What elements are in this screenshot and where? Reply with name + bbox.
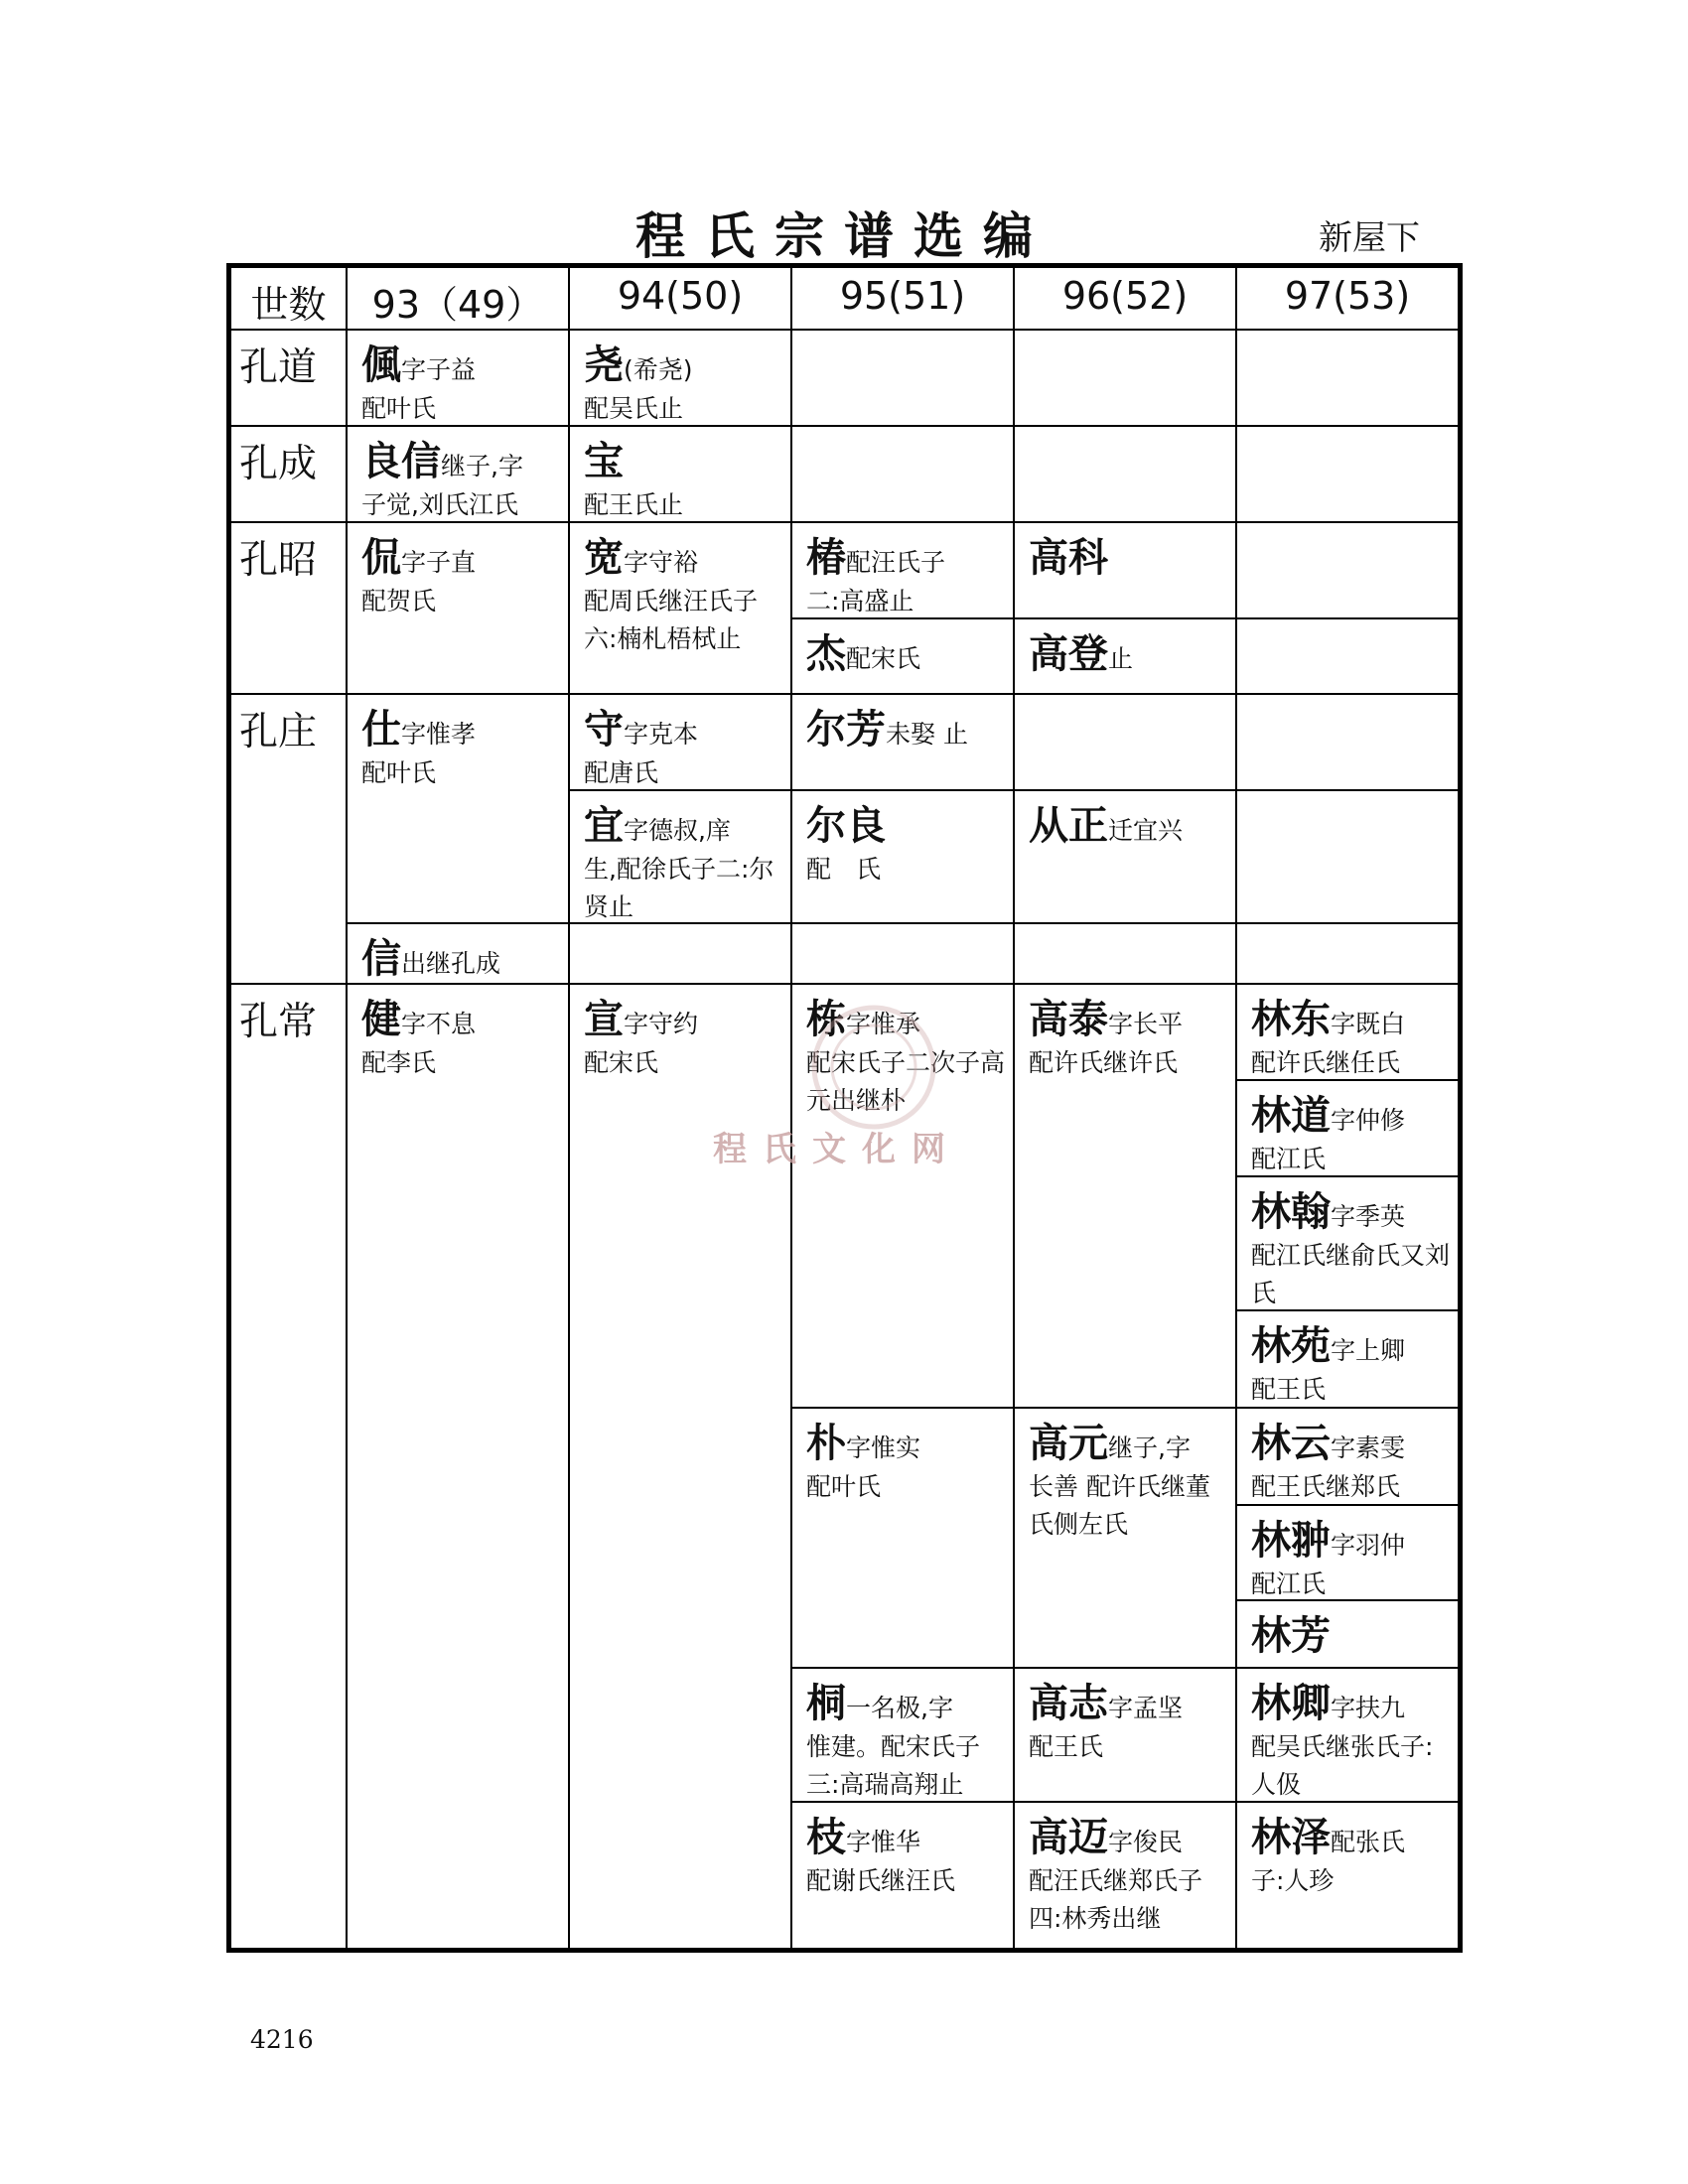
- entry-cell: [1237, 1803, 1458, 1948]
- person-name: 侃: [361, 535, 401, 581]
- person-inline-note: 字惟华: [846, 1828, 921, 1856]
- empty-cell: [792, 924, 1015, 985]
- entry-cell: [792, 1409, 1015, 1669]
- person-inline-note: 出继孔成: [401, 949, 501, 978]
- person-detail: 配许氏继任氏: [1251, 1048, 1401, 1077]
- column-header-label: 94(50): [617, 274, 744, 318]
- person-name: 信: [361, 936, 401, 982]
- person-inline-note: 字素雯: [1331, 1433, 1406, 1462]
- empty-cell: [792, 331, 1015, 427]
- column-header-93: [348, 268, 570, 331]
- person-detail: 配许氏继许氏: [1029, 1048, 1179, 1077]
- person-inline-note: 字季英: [1331, 1202, 1406, 1231]
- entry-cell: [792, 695, 1015, 791]
- person-name: 林云: [1251, 1421, 1331, 1466]
- branch-name: 孔常: [239, 1000, 318, 1044]
- entry-cell: [1015, 1409, 1237, 1669]
- person-name: 林泽: [1251, 1815, 1331, 1860]
- person-name: 良信: [361, 439, 441, 484]
- entry-cell: [348, 427, 570, 523]
- entry-cell: [1237, 1409, 1458, 1506]
- person-inline-note: 字扶九: [1331, 1694, 1406, 1722]
- entry-cell: [1015, 791, 1237, 924]
- person-inline-note: 配宋氏: [846, 644, 921, 673]
- person-name: 高元: [1029, 1421, 1108, 1466]
- entry-cell: [1237, 1081, 1458, 1177]
- entry-cell: [570, 427, 792, 523]
- person-detail: 配唐氏: [584, 758, 659, 787]
- person-detail: 配周氏继汪氏子六:楠札梧栻止: [584, 587, 759, 653]
- person-name: 守: [584, 707, 624, 752]
- branch-name: 孔昭: [239, 538, 318, 583]
- entry-cell: [1237, 1311, 1458, 1409]
- person-detail: 配叶氏: [361, 394, 437, 423]
- person-detail: 配王氏: [1251, 1375, 1327, 1404]
- column-header-94: [570, 268, 792, 331]
- person-name: 宽: [584, 535, 624, 581]
- column-header-label: 95(51): [839, 274, 966, 318]
- person-inline-note: 字不息: [401, 1010, 477, 1038]
- column-header-label: 世数: [250, 283, 327, 327]
- person-inline-note: 字子直: [401, 548, 477, 577]
- person-name: 林芳: [1251, 1613, 1331, 1659]
- person-detail: 子觉,刘氏江氏: [361, 490, 518, 519]
- person-inline-note: 字惟实: [846, 1433, 921, 1462]
- branch-name: 孔庄: [239, 710, 318, 754]
- person-name: 高志: [1029, 1681, 1108, 1726]
- entry-cell: [792, 619, 1015, 695]
- page-title: 程氏宗谱选编: [635, 206, 1053, 265]
- person-inline-note: 字长平: [1108, 1010, 1184, 1038]
- branch-name: 孔道: [239, 345, 318, 390]
- column-header-label: 97(53): [1284, 274, 1411, 318]
- entry-cell: [792, 523, 1015, 619]
- entry-cell: [1237, 1177, 1458, 1311]
- person-inline-note: 止: [1108, 644, 1134, 673]
- person-inline-note: 字德叔,庠: [624, 816, 731, 845]
- entry-cell: [1015, 619, 1237, 695]
- empty-cell: [1237, 523, 1458, 619]
- empty-cell: [1237, 619, 1458, 695]
- person-detail: 生,配徐氏子二:尔贤止: [584, 855, 774, 921]
- person-inline-note: 字俊民: [1108, 1828, 1184, 1856]
- person-inline-note: 字惟承: [846, 1010, 921, 1038]
- person-name: 栋: [806, 997, 846, 1042]
- branch-label-kongchang: [231, 985, 348, 1948]
- empty-cell: [1015, 924, 1237, 985]
- person-name: 高科: [1029, 535, 1108, 581]
- person-name: 林苑: [1251, 1323, 1331, 1369]
- branch-label-kongdao: [231, 331, 348, 427]
- person-detail: 配吴氏继张氏子:人伋: [1251, 1732, 1434, 1799]
- person-detail: 配宋氏子二次子高元出继朴: [806, 1048, 1006, 1115]
- branch-label-kongzhao: [231, 523, 348, 695]
- person-detail: 配吴氏止: [584, 394, 684, 423]
- empty-cell: [1015, 427, 1237, 523]
- person-inline-note: 一名极,字: [846, 1694, 953, 1722]
- entry-cell: [348, 523, 570, 695]
- person-detail: 配 氏: [806, 855, 882, 884]
- entry-cell: [792, 791, 1015, 924]
- person-detail: 二:高盛止: [806, 587, 914, 615]
- person-name: 椿: [806, 535, 846, 581]
- person-inline-note: 字守约: [624, 1010, 699, 1038]
- person-inline-note: 配张氏: [1331, 1828, 1406, 1856]
- person-inline-note: (希尧): [624, 355, 693, 384]
- person-name: 宜: [584, 803, 624, 849]
- person-inline-note: 字既白: [1331, 1010, 1406, 1038]
- person-inline-note: 配汪氏子: [846, 548, 946, 577]
- person-inline-note: 字惟孝: [401, 720, 477, 749]
- person-inline-note: 字孟坚: [1108, 1694, 1184, 1722]
- person-detail: 配江氏: [1251, 1570, 1327, 1598]
- page-subtitle: 新屋下: [1319, 218, 1420, 258]
- empty-cell: [792, 427, 1015, 523]
- person-name: 林道: [1251, 1093, 1331, 1139]
- empty-cell: [1237, 331, 1458, 427]
- column-header-95: [792, 268, 1015, 331]
- person-name: 林卿: [1251, 1681, 1331, 1726]
- person-name: 林翀: [1251, 1518, 1331, 1564]
- person-detail: 配王氏: [1029, 1732, 1104, 1761]
- person-inline-note: 未娶 止: [886, 720, 968, 749]
- watermark-text: 程氏文化网: [713, 1130, 961, 1169]
- empty-cell: [1237, 695, 1458, 791]
- entry-cell: [1015, 523, 1237, 619]
- person-detail: 配王氏止: [584, 490, 684, 519]
- entry-cell: [1237, 1506, 1458, 1601]
- person-name: 尔芳: [806, 707, 886, 752]
- empty-cell: [1237, 924, 1458, 985]
- person-name: 高登: [1029, 631, 1108, 677]
- person-detail: 配汪氏继郑氏子四:林秀出继: [1029, 1866, 1203, 1933]
- person-name: 林翰: [1251, 1189, 1331, 1235]
- person-inline-note: 迁宜兴: [1108, 816, 1184, 845]
- person-detail: 配叶氏: [361, 758, 437, 787]
- entry-cell: [1015, 1669, 1237, 1803]
- branch-name: 孔成: [239, 442, 318, 486]
- empty-cell: [1237, 791, 1458, 924]
- person-name: 尧: [584, 342, 624, 388]
- column-header-generation: [231, 268, 348, 331]
- person-name: 枝: [806, 1815, 846, 1860]
- empty-cell: [1015, 331, 1237, 427]
- person-detail: 配宋氏: [584, 1048, 659, 1077]
- branch-label-kongzhuang: [231, 695, 348, 985]
- person-detail: 配叶氏: [806, 1472, 882, 1501]
- person-inline-note: 字仲修: [1331, 1106, 1406, 1135]
- empty-cell: [570, 924, 792, 985]
- person-inline-note: 字子益: [401, 355, 477, 384]
- entry-cell: [1015, 1803, 1237, 1948]
- empty-cell: [1237, 427, 1458, 523]
- entry-cell: [348, 331, 570, 427]
- page-number: 4216: [250, 2025, 314, 2054]
- entry-cell: [570, 791, 792, 924]
- column-header-97: [1237, 268, 1458, 331]
- branch-label-kongcheng: [231, 427, 348, 523]
- person-detail: 配李氏: [361, 1048, 437, 1077]
- column-header-96: [1015, 268, 1237, 331]
- person-inline-note: 继子,字: [1108, 1433, 1191, 1462]
- entry-cell: [570, 331, 792, 427]
- entry-cell: [1237, 1669, 1458, 1803]
- entry-cell: [792, 1803, 1015, 1948]
- person-name: 杰: [806, 631, 846, 677]
- entry-cell: [570, 523, 792, 695]
- person-name: 桐: [806, 1681, 846, 1726]
- entry-cell: [348, 924, 570, 985]
- person-detail: 配谢氏继汪氏: [806, 1866, 956, 1895]
- person-name: 尔良: [806, 803, 886, 849]
- person-name: 宣: [584, 997, 624, 1042]
- person-inline-note: 字上卿: [1331, 1336, 1406, 1365]
- entry-cell: [1237, 985, 1458, 1081]
- person-detail: 配王氏继郑氏: [1251, 1472, 1401, 1501]
- entry-cell: [348, 985, 570, 1948]
- person-inline-note: 字羽仲: [1331, 1531, 1406, 1560]
- person-detail: 配江氏: [1251, 1145, 1327, 1173]
- person-name: 从正: [1029, 803, 1108, 849]
- person-name: 高泰: [1029, 997, 1108, 1042]
- entry-cell: [570, 695, 792, 791]
- person-name: 宝: [584, 439, 624, 484]
- entry-cell: [792, 1669, 1015, 1803]
- entry-cell: [1015, 985, 1237, 1409]
- person-detail: 配贺氏: [361, 587, 437, 615]
- person-name: 朴: [806, 1421, 846, 1466]
- person-inline-note: 字克本: [624, 720, 699, 749]
- person-name: 林东: [1251, 997, 1331, 1042]
- person-name: 仕: [361, 707, 401, 752]
- column-header-label: 93（49）: [371, 283, 544, 327]
- entry-cell: [348, 695, 570, 924]
- person-inline-note: 继子,字: [441, 452, 523, 480]
- column-header-label: 96(52): [1061, 274, 1189, 318]
- person-detail: 子:人珍: [1251, 1866, 1335, 1895]
- person-name: 健: [361, 997, 401, 1042]
- person-name: 高迈: [1029, 1815, 1108, 1860]
- person-detail: 长善 配许氏继董氏侧左氏: [1029, 1472, 1210, 1539]
- person-detail: 配江氏继俞氏又刘氏: [1251, 1241, 1451, 1307]
- person-inline-note: 字守裕: [624, 548, 699, 577]
- entry-cell: [1237, 1601, 1458, 1669]
- person-detail: 惟建。配宋氏子三:高瑞高翔止: [806, 1732, 981, 1799]
- person-name: 偑: [361, 342, 401, 388]
- empty-cell: [1015, 695, 1237, 791]
